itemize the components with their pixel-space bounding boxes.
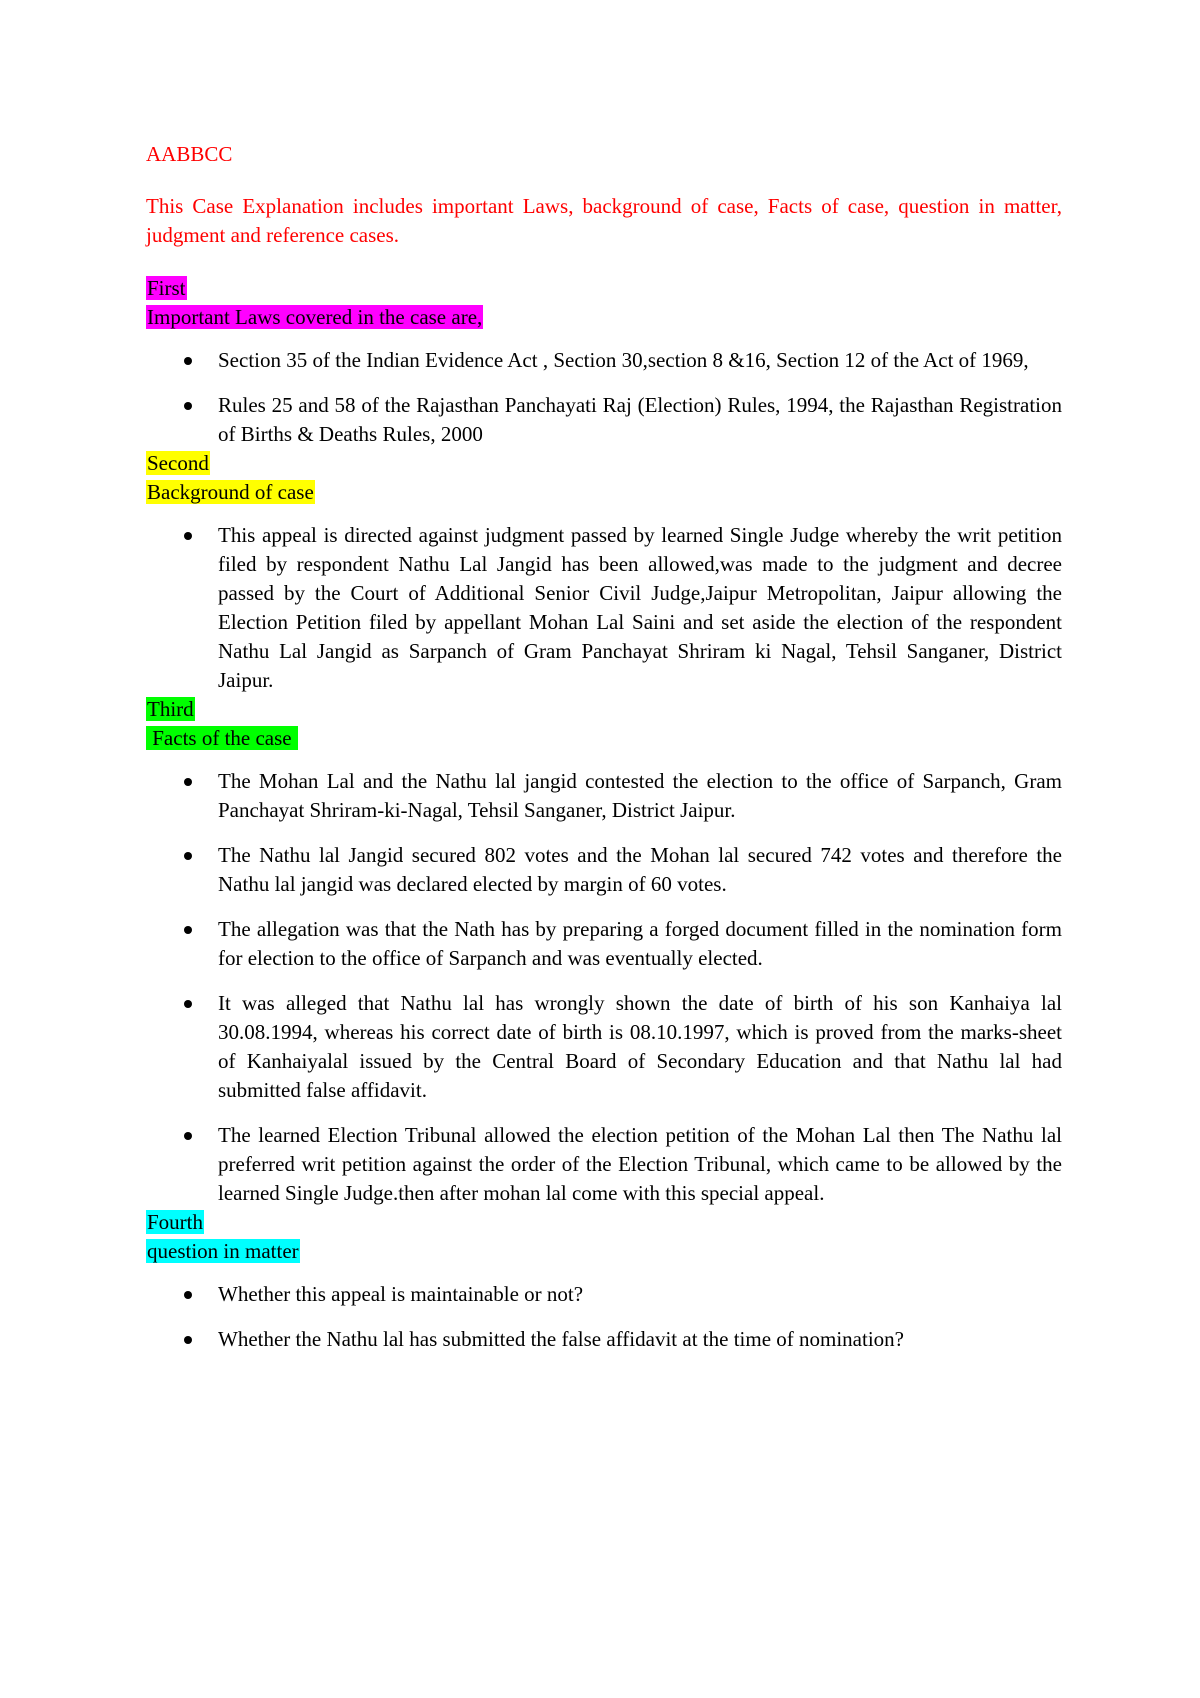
section-label	[146, 1208, 1062, 1237]
list-item	[146, 989, 1062, 1105]
bullet-icon	[184, 1336, 192, 1344]
list-item	[146, 521, 1062, 695]
section-title-highlight: Background of case	[147, 480, 314, 504]
section-label-highlight: Third	[147, 697, 194, 721]
section-title-highlight: Important Laws covered in the case are,	[147, 305, 483, 329]
list-item	[146, 1121, 1062, 1208]
bullet-list	[146, 1280, 1062, 1354]
section-title-highlight: Facts of the case	[147, 726, 297, 750]
bullet-list	[146, 521, 1062, 695]
list-item-text: Rules 25 and 58 of the Rajasthan Panchayati Raj (Election) Rules, 1994, the Rajasthan Registration of Births & Deaths Rules, 2000	[218, 393, 1062, 446]
list-item-text: The Nathu lal Jangid secured 802 votes and the Mohan lal secured 742 votes and therefore the Nathu lal jangid was declared elected by margin of 60 votes.	[218, 843, 1062, 896]
document-page	[146, 140, 1062, 1354]
bullet-list	[146, 767, 1062, 1208]
section-facts	[146, 695, 1062, 1208]
list-item-text: Whether this appeal is maintainable or not?	[218, 1282, 584, 1306]
section-label-highlight: First	[147, 276, 186, 300]
bullet-icon	[184, 778, 192, 786]
section-label	[146, 449, 1062, 478]
list-item	[146, 767, 1062, 825]
list-item-text: This appeal is directed against judgment passed by learned Single Judge whereby the writ petition filed by respondent Nathu Lal Jangid has been allowed,was made to the judgment and decree passed by the Court of Additional Senior Civil Judge,Jaipur Metropolitan, Jaipur allowing the Election Petition filed by appellant Mohan Lal Saini and set aside the election of the respondent Nathu Lal Jangid as Sarpanch of Gram Panchayat Shriram ki Nagal, Tehsil Sanganer, District Jaipur.	[218, 523, 1062, 692]
bullet-icon	[184, 357, 192, 365]
bullet-icon	[184, 1291, 192, 1299]
section-important-laws	[146, 274, 1062, 449]
list-item	[146, 1325, 1062, 1354]
section-title-highlight: question in matter	[147, 1239, 299, 1263]
list-item-text: The Mohan Lal and the Nathu lal jangid contested the election to the office of Sarpanch, Gram Panchayat Shriram-ki-Nagal, Tehsil Sanganer, District Jaipur.	[218, 769, 1062, 822]
list-item-text: The learned Election Tribunal allowed the election petition of the Mohan Lal then The Nathu lal preferred writ petition against the order of the Election Tribunal, which came to be allowed by the learned Single Judge.then after mohan lal come with this special appeal.	[218, 1123, 1062, 1205]
list-item	[146, 1280, 1062, 1309]
bullet-icon	[184, 1000, 192, 1008]
list-item	[146, 391, 1062, 449]
section-title	[146, 478, 1062, 507]
intro-paragraph: This Case Explanation includes important Laws, background of case, Facts of case, question in matter, judgment and reference cases.	[146, 194, 1062, 247]
bullet-icon	[184, 532, 192, 540]
section-label-highlight: Fourth	[147, 1210, 204, 1234]
section-title	[146, 303, 1062, 332]
bullet-icon	[184, 1132, 192, 1140]
section-background	[146, 449, 1062, 695]
document-id: AABBCC	[146, 142, 233, 166]
bullet-icon	[184, 926, 192, 934]
list-item-text: It was alleged that Nathu lal has wrongly shown the date of birth of his son Kanhaiya lal 30.08.1994, whereas his correct date of birth is 08.10.1997, which is proved from the marks-sheet of Kanhaiyalal issued by the Central Board of Secondary Education and that Nathu lal had submitted false affidavit.	[218, 991, 1062, 1102]
list-item-text: Whether the Nathu lal has submitted the false affidavit at the time of nomination?	[218, 1327, 904, 1351]
bullet-list	[146, 346, 1062, 449]
section-label-highlight: Second	[147, 451, 209, 475]
list-item	[146, 841, 1062, 899]
section-questions	[146, 1208, 1062, 1354]
section-label	[146, 274, 1062, 303]
list-item-text: The allegation was that the Nath has by preparing a forged document filled in the nomination form for election to the office of Sarpanch and was eventually elected.	[218, 917, 1062, 970]
bullet-icon	[184, 852, 192, 860]
list-item	[146, 915, 1062, 973]
section-title	[146, 724, 1062, 753]
section-title	[146, 1237, 1062, 1266]
bullet-icon	[184, 402, 192, 410]
list-item-text: Section 35 of the Indian Evidence Act , Section 30,section 8 &16, Section 12 of the Act of 1969,	[218, 348, 1029, 372]
list-item	[146, 346, 1062, 375]
section-label	[146, 695, 1062, 724]
